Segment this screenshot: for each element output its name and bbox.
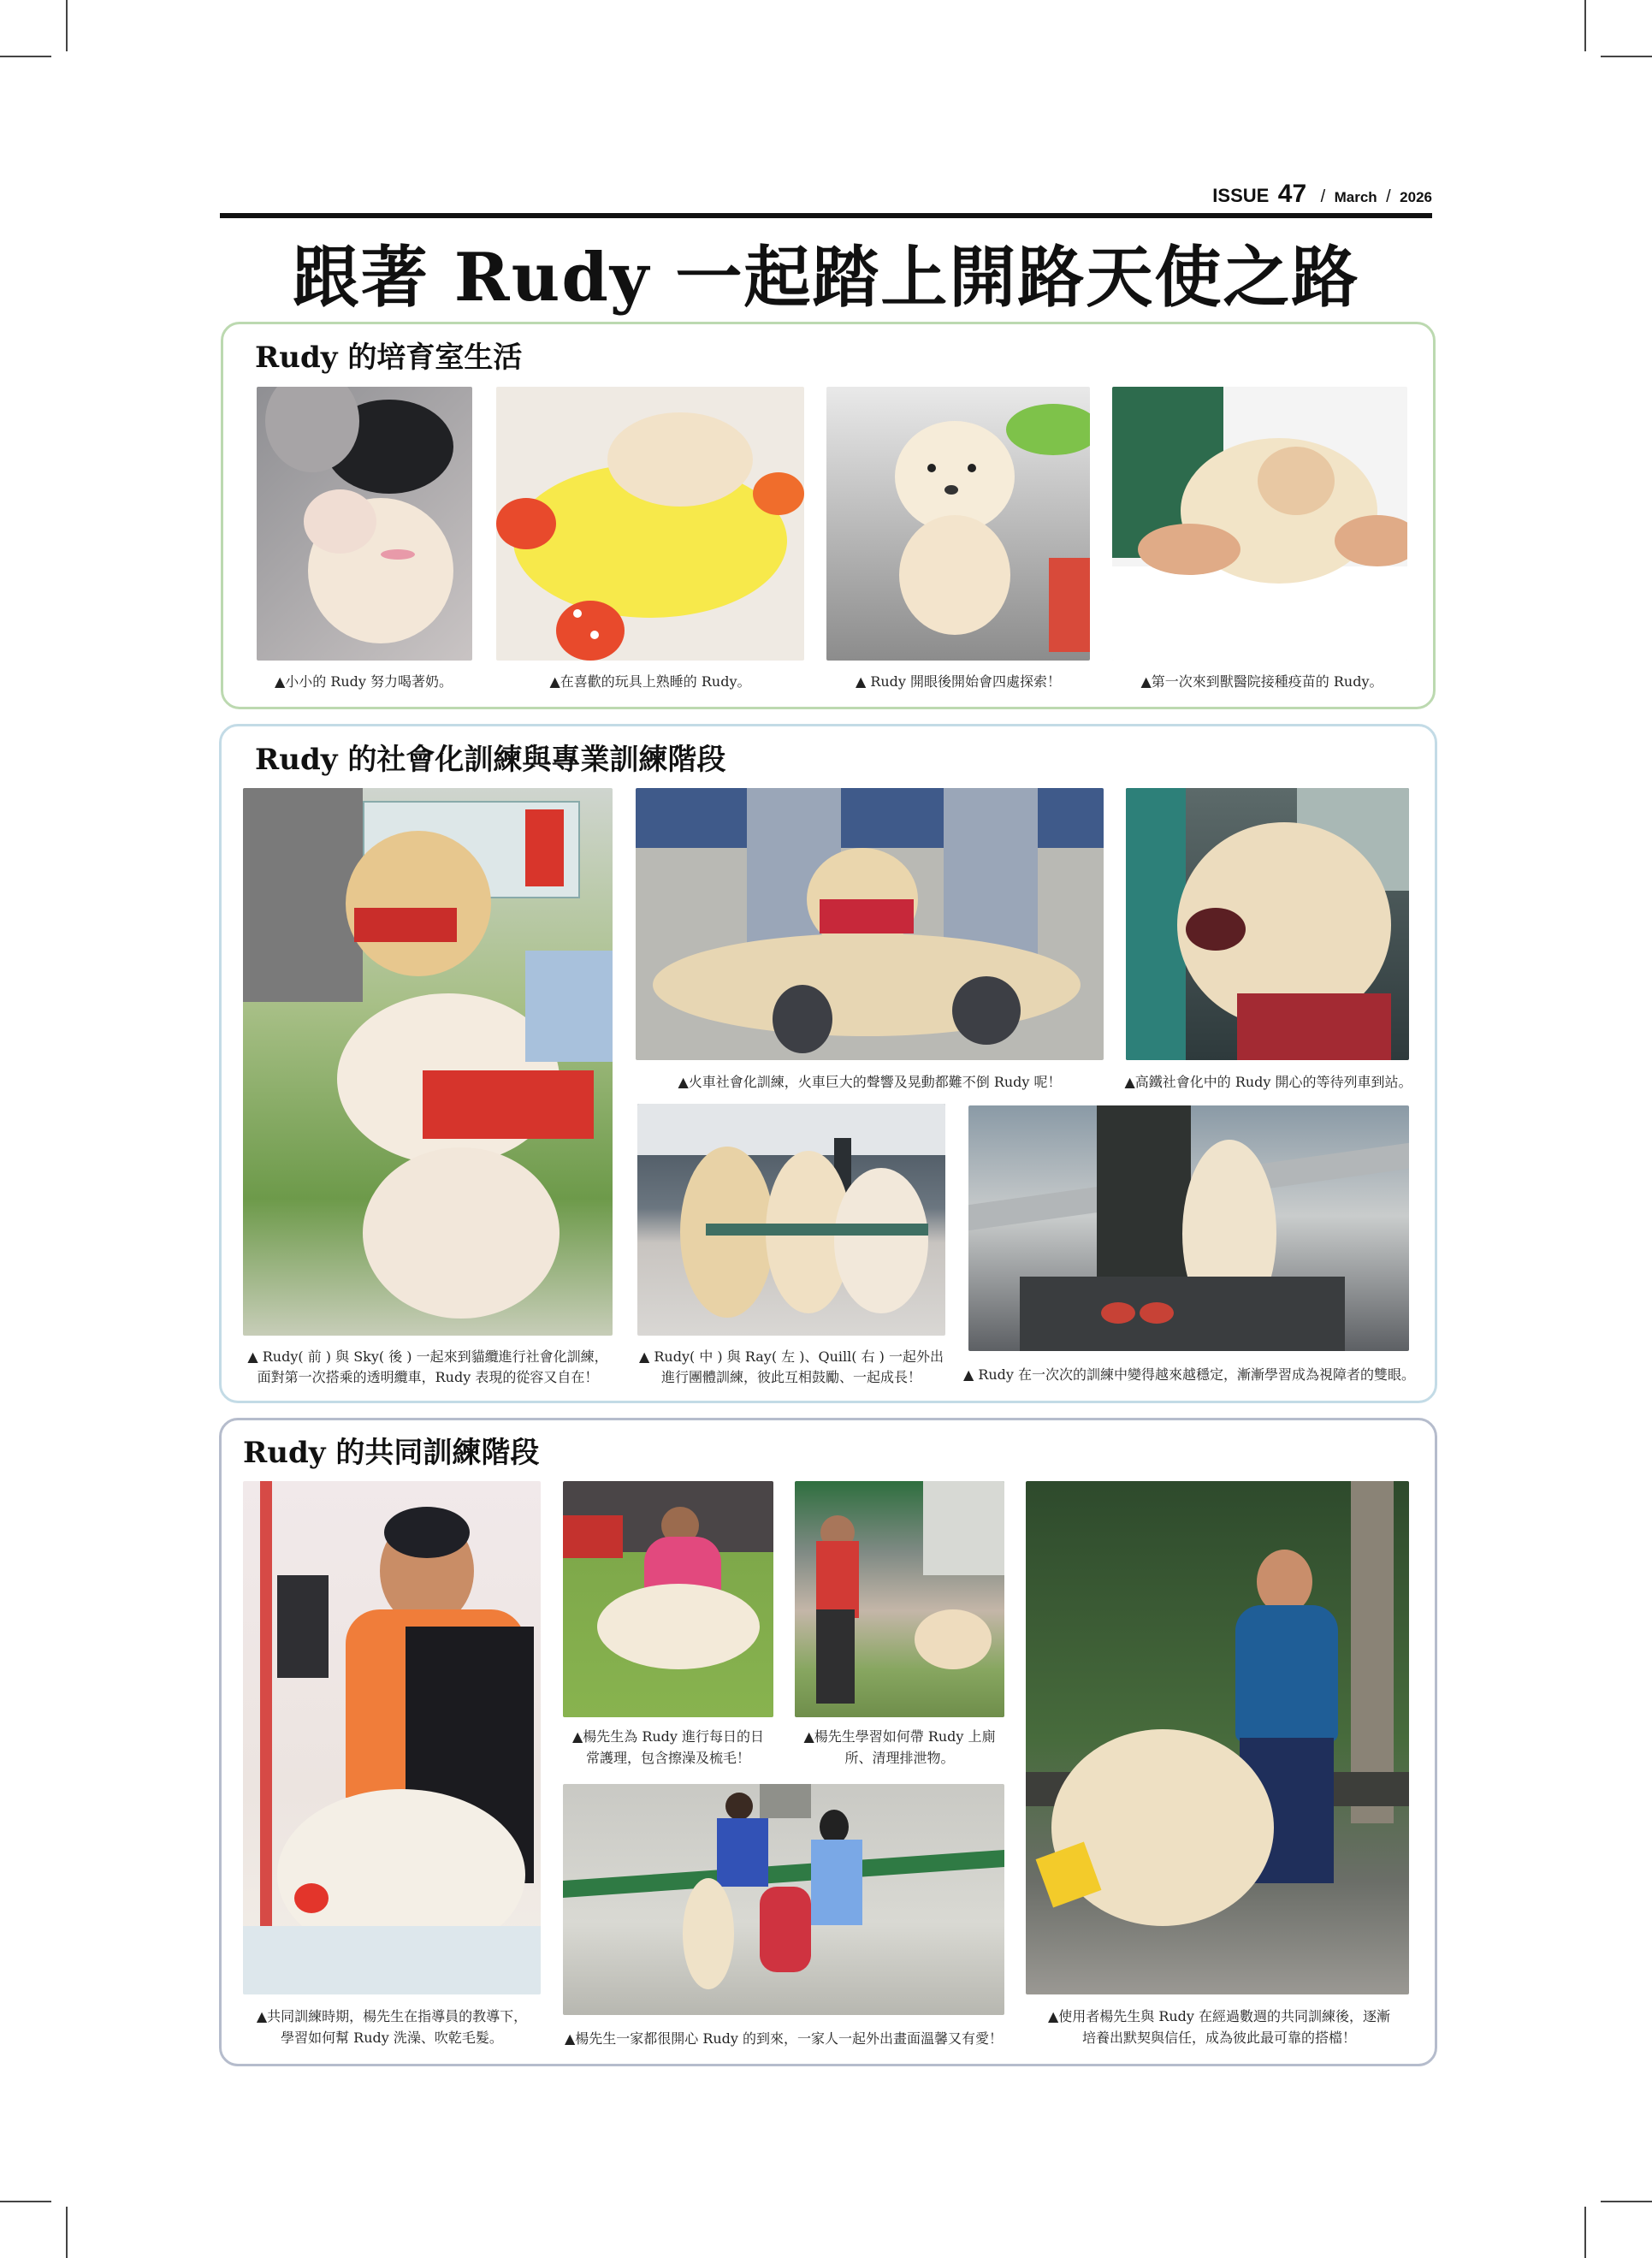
issue-header bbox=[220, 180, 1432, 214]
caption-puppy-exploring: ▲ Rudy 開眼後開始會四處探索！ bbox=[855, 673, 1062, 690]
caption-grooming-line1: ▲楊先生為 Rudy 進行每日的日 bbox=[571, 1728, 765, 1745]
photo-escalator-training bbox=[968, 1105, 1409, 1351]
issue-year: 2026 bbox=[1400, 189, 1432, 205]
section-title-socialization: Rudy 的社會化訓練與專業訓練階段 bbox=[255, 743, 726, 777]
caption-puppy-sleeping: ▲在喜歡的玩具上熟睡的 Rudy。 bbox=[549, 673, 751, 690]
caption-escalator: ▲ Rudy 在一次次的訓練中變得越來越穩定，漸漸學習成為視障者的雙眼。 bbox=[962, 1366, 1416, 1383]
photo-bathing bbox=[243, 1481, 541, 1994]
photo-hsr-waiting bbox=[1126, 788, 1409, 1060]
photo-group-training bbox=[637, 1104, 945, 1336]
caption-toilet-line1: ▲楊先生學習如何帶 Rudy 上廁 bbox=[803, 1728, 996, 1745]
photo-grooming bbox=[563, 1481, 773, 1717]
caption-partner-line2: 培養出默契與信任，成為彼此最可靠的搭檔！ bbox=[1081, 2030, 1356, 2046]
photo-puppy-vaccine bbox=[1112, 387, 1407, 661]
caption-toilet-line2: 所、清理排泄物。 bbox=[844, 1750, 955, 1766]
caption-gondola-line2: 面對第一次搭乘的透明纜車，Rudy 表現的從容又自在！ bbox=[257, 1369, 599, 1385]
caption-family-walk: ▲楊先生一家都很開心 Rudy 的到來，一家人一起外出畫面溫馨又有愛！ bbox=[564, 2030, 1004, 2047]
photo-partner-rudy bbox=[1026, 1481, 1409, 1994]
issue-number: 47 bbox=[1277, 180, 1307, 208]
section-title-joint: Rudy 的共同訓練階段 bbox=[243, 1436, 540, 1470]
photo-family-walk bbox=[563, 1784, 1004, 2015]
caption-group-line2: 進行團體訓練，彼此互相鼓勵、一起成長！ bbox=[660, 1369, 921, 1385]
issue-label: ISSUE bbox=[1212, 185, 1270, 206]
crop-mark bbox=[0, 56, 51, 57]
caption-bathing-line1: ▲共同訓練時期，楊先生在指導員的教導下， bbox=[256, 2008, 528, 2024]
photo-gondola-training bbox=[243, 788, 613, 1336]
date-separator: / bbox=[1386, 187, 1391, 206]
issue-month: March bbox=[1334, 189, 1377, 205]
caption-grooming-line2: 常護理，包含擦澡及梳毛！ bbox=[585, 1750, 750, 1766]
caption-puppy-vaccine: ▲第一次來到獸醫院接種疫苗的 Rudy。 bbox=[1140, 673, 1383, 690]
crop-mark bbox=[66, 0, 68, 51]
caption-gondola-line1: ▲ Rudy( 前 ) 與 Sky( 後 ) 一起來到貓纜進行社會化訓練， bbox=[247, 1348, 608, 1365]
caption-puppy-nursing: ▲小小的 Rudy 努力喝著奶。 bbox=[274, 673, 453, 690]
section-title-nursery: Rudy 的培育室生活 bbox=[255, 341, 523, 375]
page-title: 跟著 Rudy 一起踏上開路天使之路 bbox=[292, 239, 1360, 317]
date-separator: / bbox=[1320, 187, 1326, 206]
photo-puppy-nursing bbox=[257, 387, 472, 661]
caption-partner-line1: ▲使用者楊先生與 Rudy 在經過數週的共同訓練後，逐漸 bbox=[1047, 2008, 1391, 2024]
crop-mark bbox=[1601, 2201, 1652, 2202]
caption-train: ▲火車社會化訓練，火車巨大的聲響及晃動都難不倒 Rudy 呢！ bbox=[678, 1074, 1062, 1090]
caption-hsr: ▲高鐵社會化中的 Rudy 開心的等待列車到站。 bbox=[1124, 1074, 1412, 1090]
crop-mark bbox=[1584, 0, 1586, 51]
caption-group-line1: ▲ Rudy( 中 ) 與 Ray( 左 )、Quill( 右 ) 一起外出 bbox=[638, 1348, 944, 1365]
photo-toilet-training bbox=[795, 1481, 1004, 1717]
crop-mark bbox=[66, 2207, 68, 2258]
photo-train-training bbox=[636, 788, 1104, 1060]
caption-bathing-line2: 學習如何幫 Rudy 洗澡、吹乾毛髮。 bbox=[281, 2030, 503, 2046]
crop-mark bbox=[1601, 56, 1652, 57]
photo-puppy-exploring bbox=[826, 387, 1090, 661]
photo-puppy-sleeping-toy bbox=[496, 387, 804, 661]
crop-mark bbox=[1584, 2207, 1586, 2258]
crop-mark bbox=[0, 2201, 51, 2202]
header-rule bbox=[220, 213, 1432, 218]
